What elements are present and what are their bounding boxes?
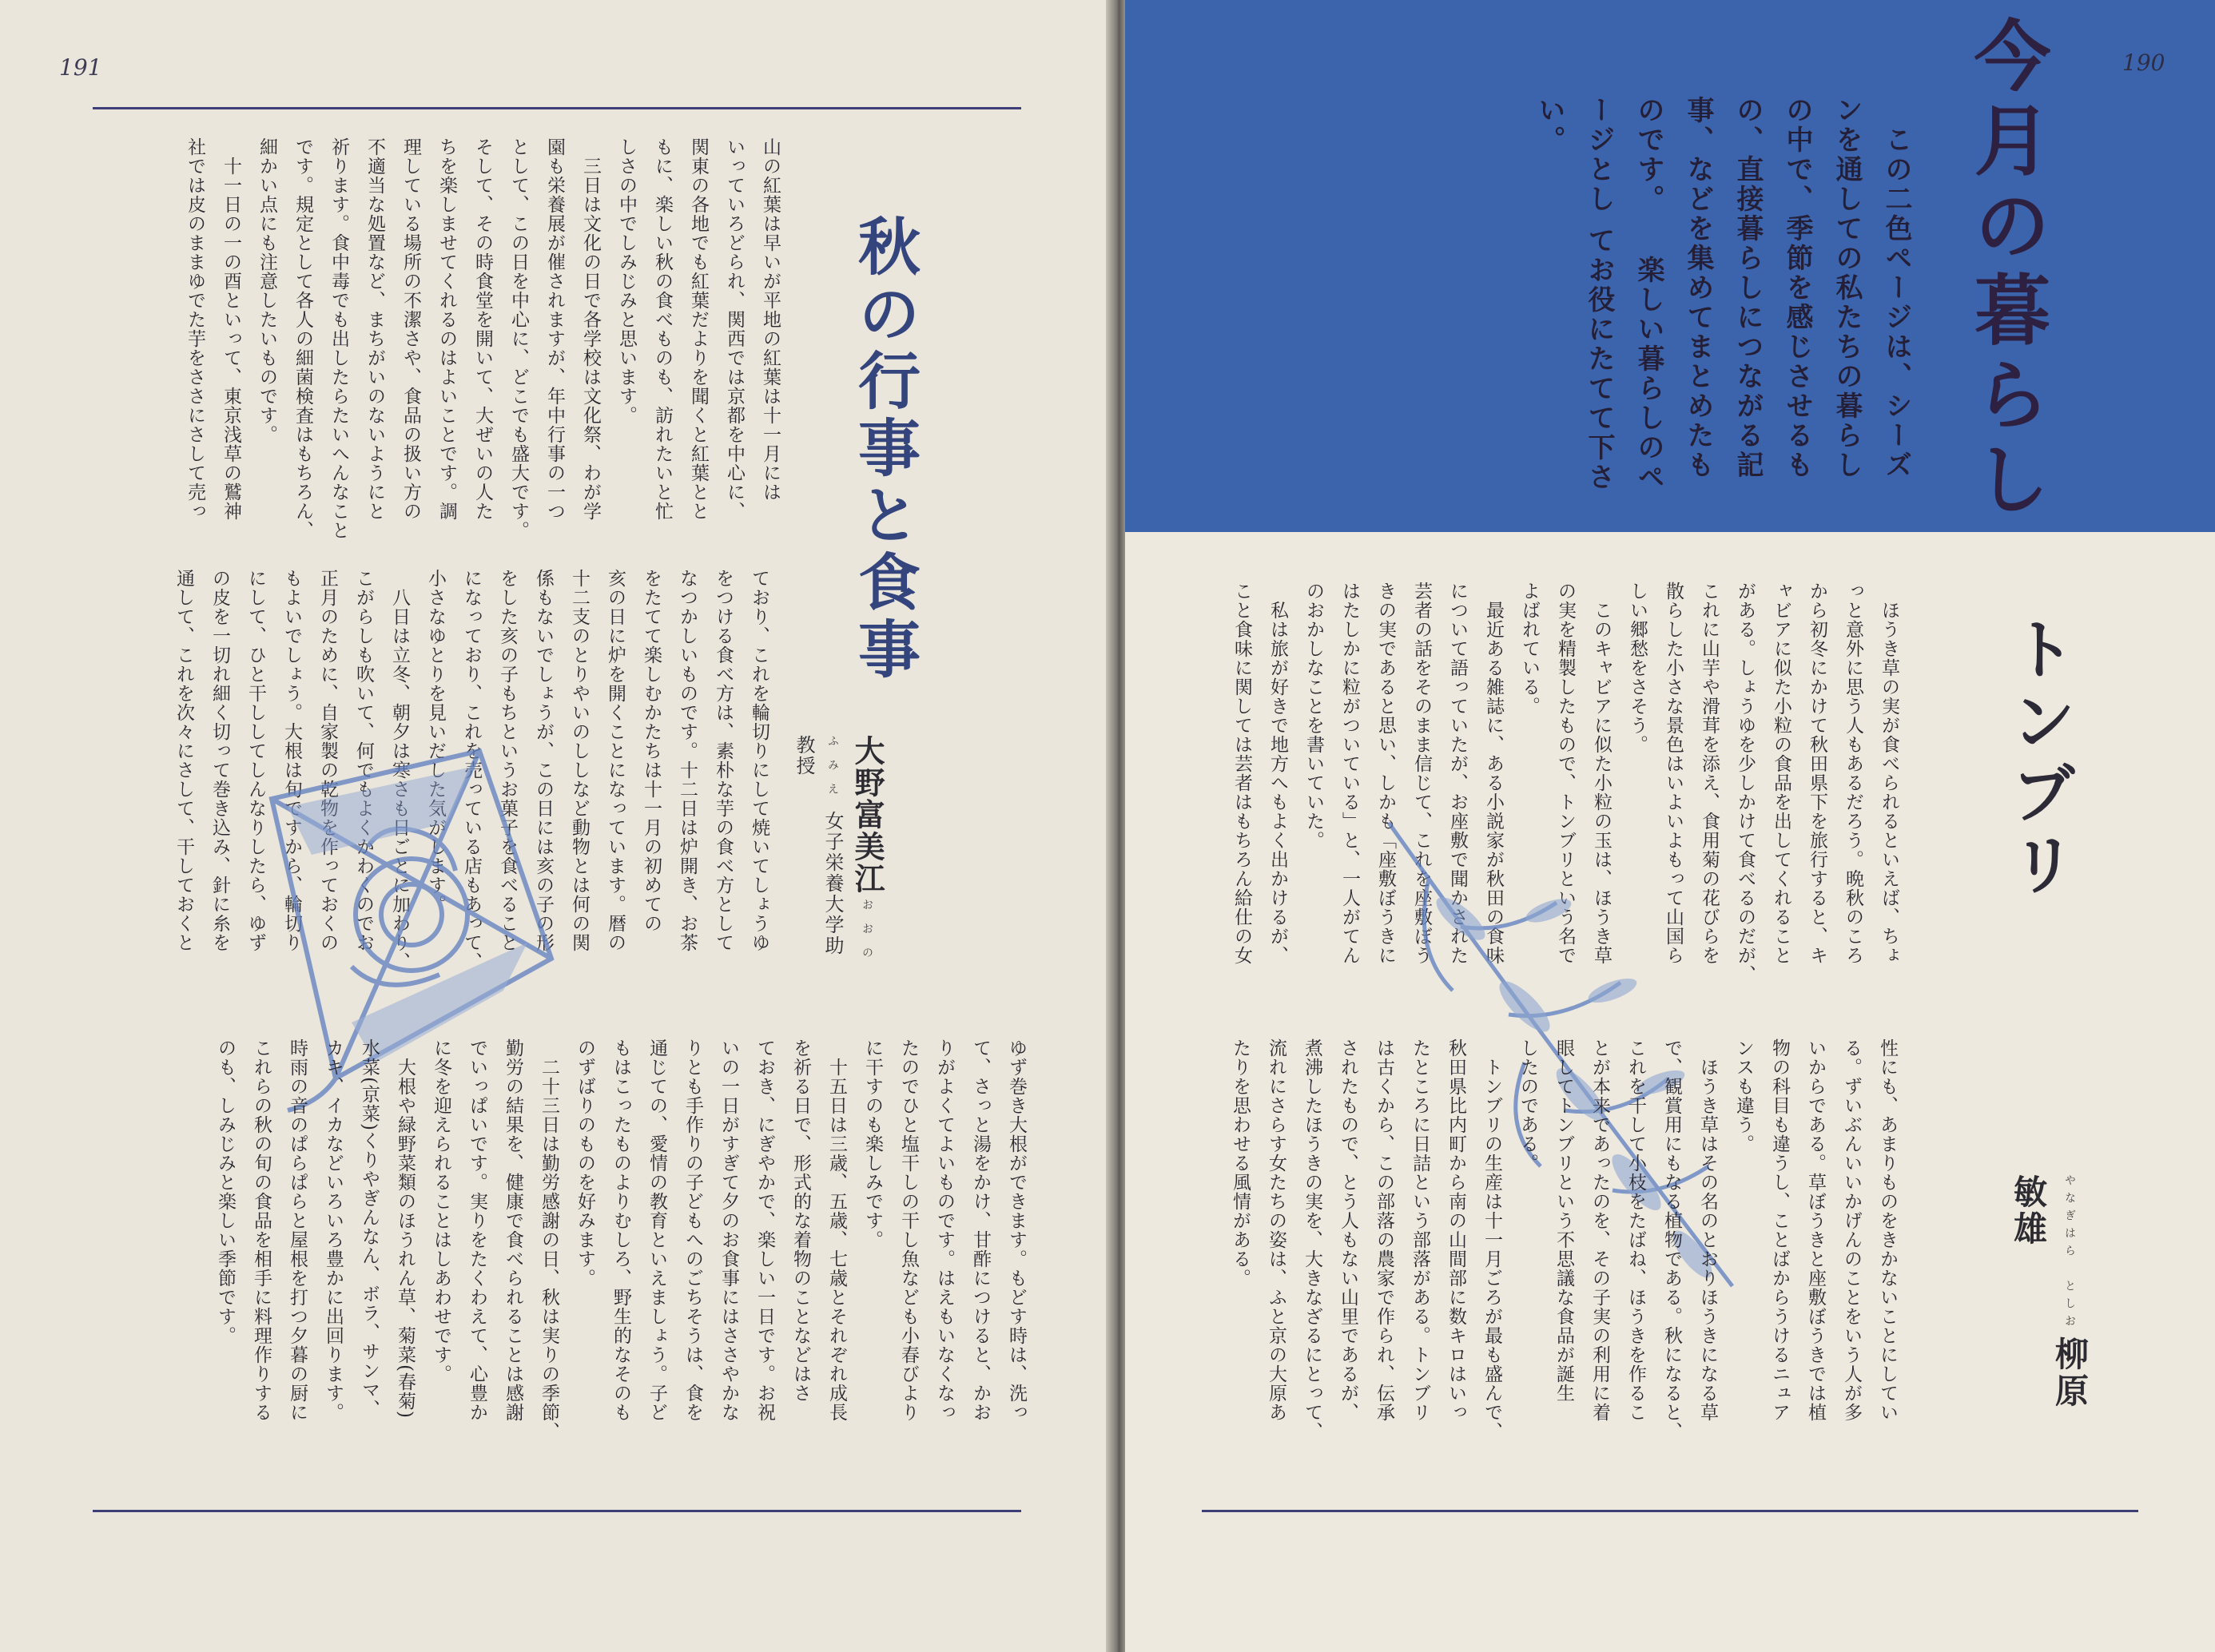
author-ruby-left: おおのふみえ — [826, 735, 873, 971]
page-number-left: 191 — [59, 54, 102, 81]
author-name-right: 柳原 敏雄 — [2009, 1174, 2090, 1447]
author-affiliation-left: 女子栄養大学助教授 — [793, 735, 844, 957]
left-lower-text: ており、これを輪切りにして焼いてしょうゆ をつける食べ方は、素朴な芋の食べ方として なつかしいものです。十二日は炉開き、お茶 をたてて楽しむかたちは十一月の初めての 亥の日に炉を開くことになっています。暦の 十二支のとりやいのししなど動物とは何の関 係もないでしょうが、この日には亥の子の形 をした亥の子もちというお菓子を食べること になっており、これを売っている店もあって、 小さなゆとりを見いだした気がします。 八日は立冬、朝夕は寒さも日ごとに加わり、 こがらしも吹いて、何でもよくかわくのでお 正月のために、自家製の乾物を作っておくの もよいでしょう。大根は旬ですから、輪切り にして、ひと干ししてしんなりしたら、ゆず の皮を一切れ細く切って巻き込み、針に糸を 通して、これを次々にさして、干しておくと — [173, 569, 769, 971]
banner-text: この二色ページは、シーズ ンを通しての私たちの暮らし の中で、季節を感じさせるも の、直接暮らしにつながる記 事、などを集めてまとめたも のです。 楽しい暮らしのページとし てお役にたてて下さい。 — [1533, 96, 1912, 492]
right-article-author — [2002, 1174, 2090, 1446]
left-article-author — [791, 735, 887, 975]
right-lower-text: 性にも、あまりものをきかないことにしてい る。ずいぶんいいかげんのことをいう人が多 いからである。草ぼうきと座敷ぼうきでは植 物の科目も違うし、ことばからうけるニュア ンスも違う。 ほうき草はその名のとおりほうきになる草 で、観賞用にもなる植物である。秋になると、 これを干して小枝をたばね、ほうきを作るこ とが本来であったのを、その子実の利用に着 眼してトンブリという不思議な食品が誕生 したのである。 トンブリの生産は十一月ごろが最も盛んで、 秋田県比内町から南の山間部に数キロはいっ たところに日詰という部落がある。トンブリ は古くから、この部落の農家で作られ、伝承 されたもので、とう人もない山里であるが、 煮沸したほうきの実を、大きなざるにとって、 流れにさらす女たちの姿は、ふと京の大原あ たりを思わせる風情がある。 — [1230, 1038, 1898, 1441]
page-number-right: 190 — [2122, 50, 2165, 76]
author-ruby-right: やなぎはら としお — [2063, 1174, 2076, 1332]
right-upper-text: ほうき草の実が食べられるといえば、ちょ っと意外に思う人もあるだろう。晩秋のころ から初冬にかけて秋田県下を旅行すると、キ ャビアに似た小粒の食品を出してくれること がある。しょうゆを少しかけて食べるのだが、 これに山芋や滑茸を添え、食用菊の花びらを 散らした小さな景色はいよいよもって山国ら しい郷愁をさそう。 このキャビアに似た小粒の玉は、ほうき草 の実を精製したもので、トンブリという名で よばれている。 最近ある雑誌に、ある小説家が秋田の食味 について語っていたが、お座敷で聞かされた 芸者の話をそのまま信じて、これを座敷ぼう きの実であると思い、しかも「座敷ぼうきに はたしかに粒がついている」と、一人がてん のおかしなことを書いていた。 私は旅が好きで地方へもよく出かけるが、 こと食味に関しては芸者はもちろん給仕の女 — [1231, 582, 1899, 984]
author-name-left: 大野富美江 — [849, 735, 885, 895]
top-rule-left — [93, 107, 1021, 109]
left-top-text: 山の紅葉は早いが平地の紅葉は十一月には いっていろどられ、関西では京都を中心に、 関東の各地でも紅葉だよりを聞くと紅葉とと もに、楽しい秋の食べものも、訪れたいと忙 しさの中でしみじみと思います。 三日は文化の日で各学校は文化祭、わが学 園も栄養展が催されますが、年中行事の一つ として、この日を中心に、どこでも盛大です。 そして、その時食堂を開いて、大ぜいの人た ちを楽しませてくれるのはよいことです。調 理している場所の不潔さや、食品の扱い方の 不適当な処置など、まちがいのないようにと 祈ります。食中毒でも出したらたいへんなこと です。規定として各人の細菌検査はもちろん、 細かい点にも注意したいものです。 十一日の一の酉といって、東京浅草の鷲神 社では皮のままゆでた芋をささにさして売っ — [185, 137, 781, 540]
banner-title: 今月の暮らし — [1962, 16, 2052, 524]
left-article-title: 秋の行事と食事 — [848, 214, 921, 684]
right-page — [1125, 0, 2215, 1652]
bottom-rule-left — [93, 1510, 1021, 1512]
right-article-title: トンブリ — [2000, 615, 2077, 903]
bottom-rule-right — [1202, 1510, 2138, 1512]
left-bottom-text: ゆず巻き大根ができます。もどす時は、洗っ て、さっと湯をかけ、甘酢につけると、かお りがよくてよいものです。はえもいなくなっ たのでひと塩干しの干し魚なども小春びより に干すのも楽しみです。 十五日は三歳、五歳、七歳とそれぞれ成長 を祈る日で、形式的な着物のことなどはさ ておき、にぎやかで、楽しい一日です。お祝 いの一日がすぎて夕のお食事にはささやかな りとも手作りの子どもへのごちそうは、食を 通じての、愛情の教育といえましょう。子ど もはこったものよりむしろ、野生的なそのも のずばりのものを好みます。 二十三日は勤労感謝の日、秋は実りの季節、 勤労の結果を、健康で食べられることは感謝 でいっぱいです。実りをたくわえて、心豊か に冬を迎えられることはしあわせです。 大根や緑野菜類のほうれん草、菊菜(春菊) 水菜(京菜)くりやぎんなん、ボラ、サンマ、 カキ、イカなどいろいろ豊かに出回ります。 時雨の音のぱらぱらと屋根を打つ夕暮の厨に これらの秋の旬の食品を相手に料理作りする のも、しみじみと楽しい季節です。 — [215, 1038, 1027, 1441]
